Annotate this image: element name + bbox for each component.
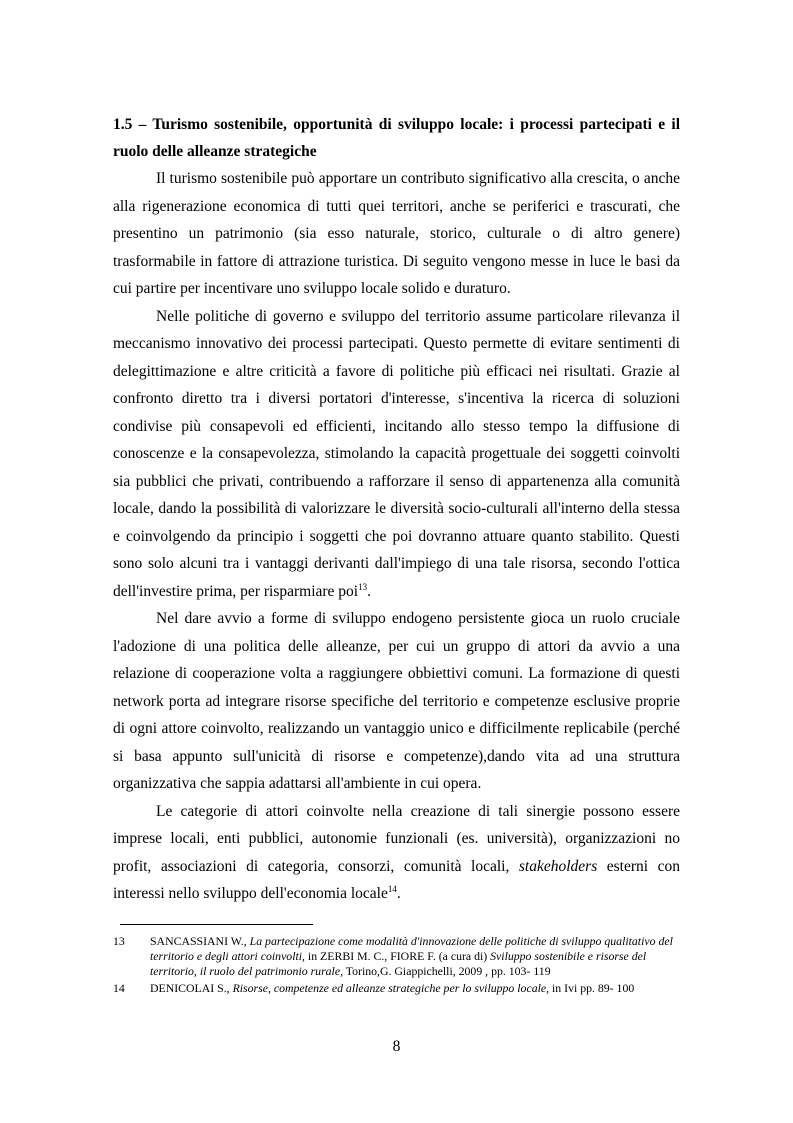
footnote-ref-14[interactable]: 14 <box>387 883 397 894</box>
paragraph-2 <box>113 303 680 606</box>
footnote-14 <box>113 981 680 996</box>
footnote-number: 14 <box>113 980 125 995</box>
paragraph-2-period: . <box>367 582 371 600</box>
footnote-author: DENICOLAI S., <box>150 980 233 995</box>
footnote-middle: in ZERBI M. C., FIORE F. (a cura di) <box>304 949 491 964</box>
footnote-number: 13 <box>113 934 125 948</box>
paragraph-3: Nel dare avvio a forme di sviluppo endogeno persistente gioca un ruolo cruciale l'adozione di una politica delle alleanze, per cui un gruppo di attori da avvio a una relazione di cooperazione volta a raggiungere obbiettivi comuni. La formazione di questi network porta ad integrare risorse specifiche del territorio e competenze esclusive proprie di ogni attore coinvolto, realizzando un vantaggio unico e difficilmente replicabile (perché si basa appunto sull'unicità di risorse e competenze),dando vita ad una struttura organizzativa che sappia adattarsi all'ambiente in cui opera. <box>113 610 680 792</box>
paragraph-1: Il turismo sostenibile può apportare un contributo significativo alla crescita, o anche alla rigenerazione economica di tutti quei territori, anche se periferici e trascurati, che presentino un patrimonio (sia esso naturale, storico, culturale o di altro genere) trasformabile in fattore di attrazione turistica. Di seguito vengono messe in luce le basi da cui partire per incentivare uno sviluppo locale solido e duraturo. <box>113 170 680 297</box>
footnote-title: Risorse, competenze ed alleanze strategiche per lo sviluppo locale, <box>232 980 550 995</box>
footnote-13 <box>113 934 680 980</box>
footnote-title: La partecipazione come modalità d'innovazione delle politiche di sviluppo qualitativo del territorio e degli attori coinvolti, <box>150 934 673 964</box>
section-title: 1.5 – Turismo sostenibile, opportunità di sviluppo locale: i processi partecipati e il ruolo delle alleanze strategiche <box>113 116 680 160</box>
footnote-tail: in Ivi pp. 89- 100 <box>549 980 635 995</box>
footnote-author: SANCASSIANI W., <box>150 934 250 948</box>
paragraph-4-text-a: Le categorie di attori coinvolte nella creazione di tali sinergie possono essere imprese locali, enti pubblici, autonomie funzionali (es. università), organizzazioni no profit, associazioni di categoria, consorzi, comunità locali, <box>113 802 680 875</box>
footnote-divider <box>120 924 313 925</box>
footnotes <box>113 934 680 997</box>
paragraph-4-italic: stakeholders <box>518 857 598 875</box>
paragraph-4 <box>113 798 680 908</box>
footnote-ref-13[interactable]: 13 <box>358 581 368 592</box>
footnote-tail: Torino,G. Giappichelli, 2009 , pp. 103- 119 <box>343 964 551 979</box>
paragraph-4-period: . <box>396 885 401 902</box>
paragraph-2-text: Nelle politiche di governo e sviluppo del territorio assume particolare rilevanza il meccanismo innovativo dei processi partecipati. Questo permette di evitare sentimenti di delegittimazione e altre criticità a favore di politiche più efficaci nei risultati. Grazie al confronto diretto tra i diversi portatori d'interesse, s'incentiva la ricerca di soluzioni condivise più consapevoli ed efficienti, incitando allo stesso tempo la diffusione di conoscenze e la consapevolezza, stimolando la capacità progettuale dei soggetti coinvolti sia pubblici che privati, contribuendo a rafforzare il senso di appartenenza alla comunità locale, dando la possibilità di valorizzare le diversità socio-culturali all'interno della stessa e coinvolgendo da principio i soggetti che poi dovranno attuare quanto stabilito. Questi sono solo alcuni tra i vantaggi derivanti dall'impiego di una tale risorsa, secondo l'ottica dell'investire prima, per risparmiare poi <box>113 307 680 600</box>
main-content <box>113 111 680 908</box>
footnote-title-2: Sviluppo sostenibile e risorse del territorio, il ruolo del patrimonio rurale, <box>150 949 647 979</box>
paragraph-4-text-b: esterni con interessi nello sviluppo dell'economia locale <box>113 857 680 902</box>
page-number: 8 <box>392 1038 401 1055</box>
